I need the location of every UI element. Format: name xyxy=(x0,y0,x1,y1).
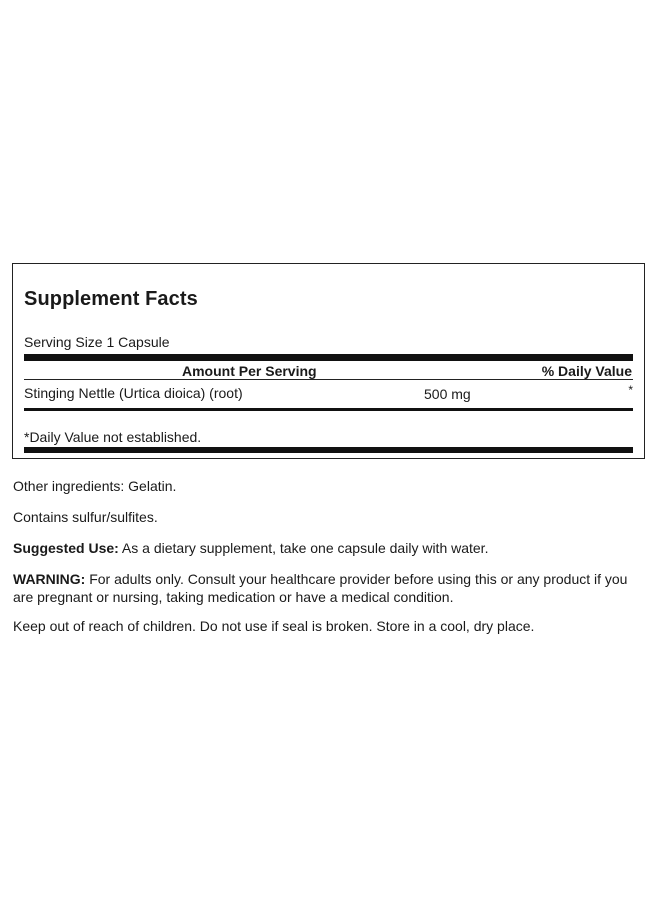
ingredient-name: Stinging Nettle (Urtica dioica) (root) xyxy=(24,385,243,401)
warning-text: For adults only. Consult your healthcare provider before using this or any product if you are pregnant or nursing, taking medication or have a medical condition. xyxy=(13,571,628,605)
other-ingredients: Other ingredients: Gelatin. xyxy=(13,478,177,494)
contains-allergens: Contains sulfur/sulfites. xyxy=(13,509,158,525)
thin-divider xyxy=(24,379,633,380)
suggested-use xyxy=(13,539,643,557)
facts-header-row xyxy=(24,362,633,379)
daily-value-header: % Daily Value xyxy=(541,363,632,379)
supplement-facts-title: Supplement Facts xyxy=(24,288,198,310)
suggested-use-text: As a dietary supplement, take one capsule daily with water. xyxy=(118,540,489,556)
suggested-use-label: Suggested Use: xyxy=(13,540,119,556)
bottom-divider xyxy=(24,447,633,453)
amount-per-serving-header: Amount Per Serving xyxy=(182,363,317,379)
ingredient-amount: 500 mg xyxy=(424,386,471,402)
storage-instructions: Keep out of reach of children. Do not use if seal is broken. Store in a cool, dry place. xyxy=(13,618,535,634)
ingredient-daily-value: * xyxy=(628,383,633,397)
warning-label: WARNING: xyxy=(13,571,86,587)
supplement-facts-panel xyxy=(12,263,645,459)
warning xyxy=(13,570,643,606)
serving-size: Serving Size 1 Capsule xyxy=(24,334,170,350)
ingredient-row xyxy=(24,385,633,403)
medium-divider xyxy=(24,408,633,411)
daily-value-footnote: *Daily Value not established. xyxy=(24,429,202,445)
thick-divider xyxy=(24,354,633,361)
